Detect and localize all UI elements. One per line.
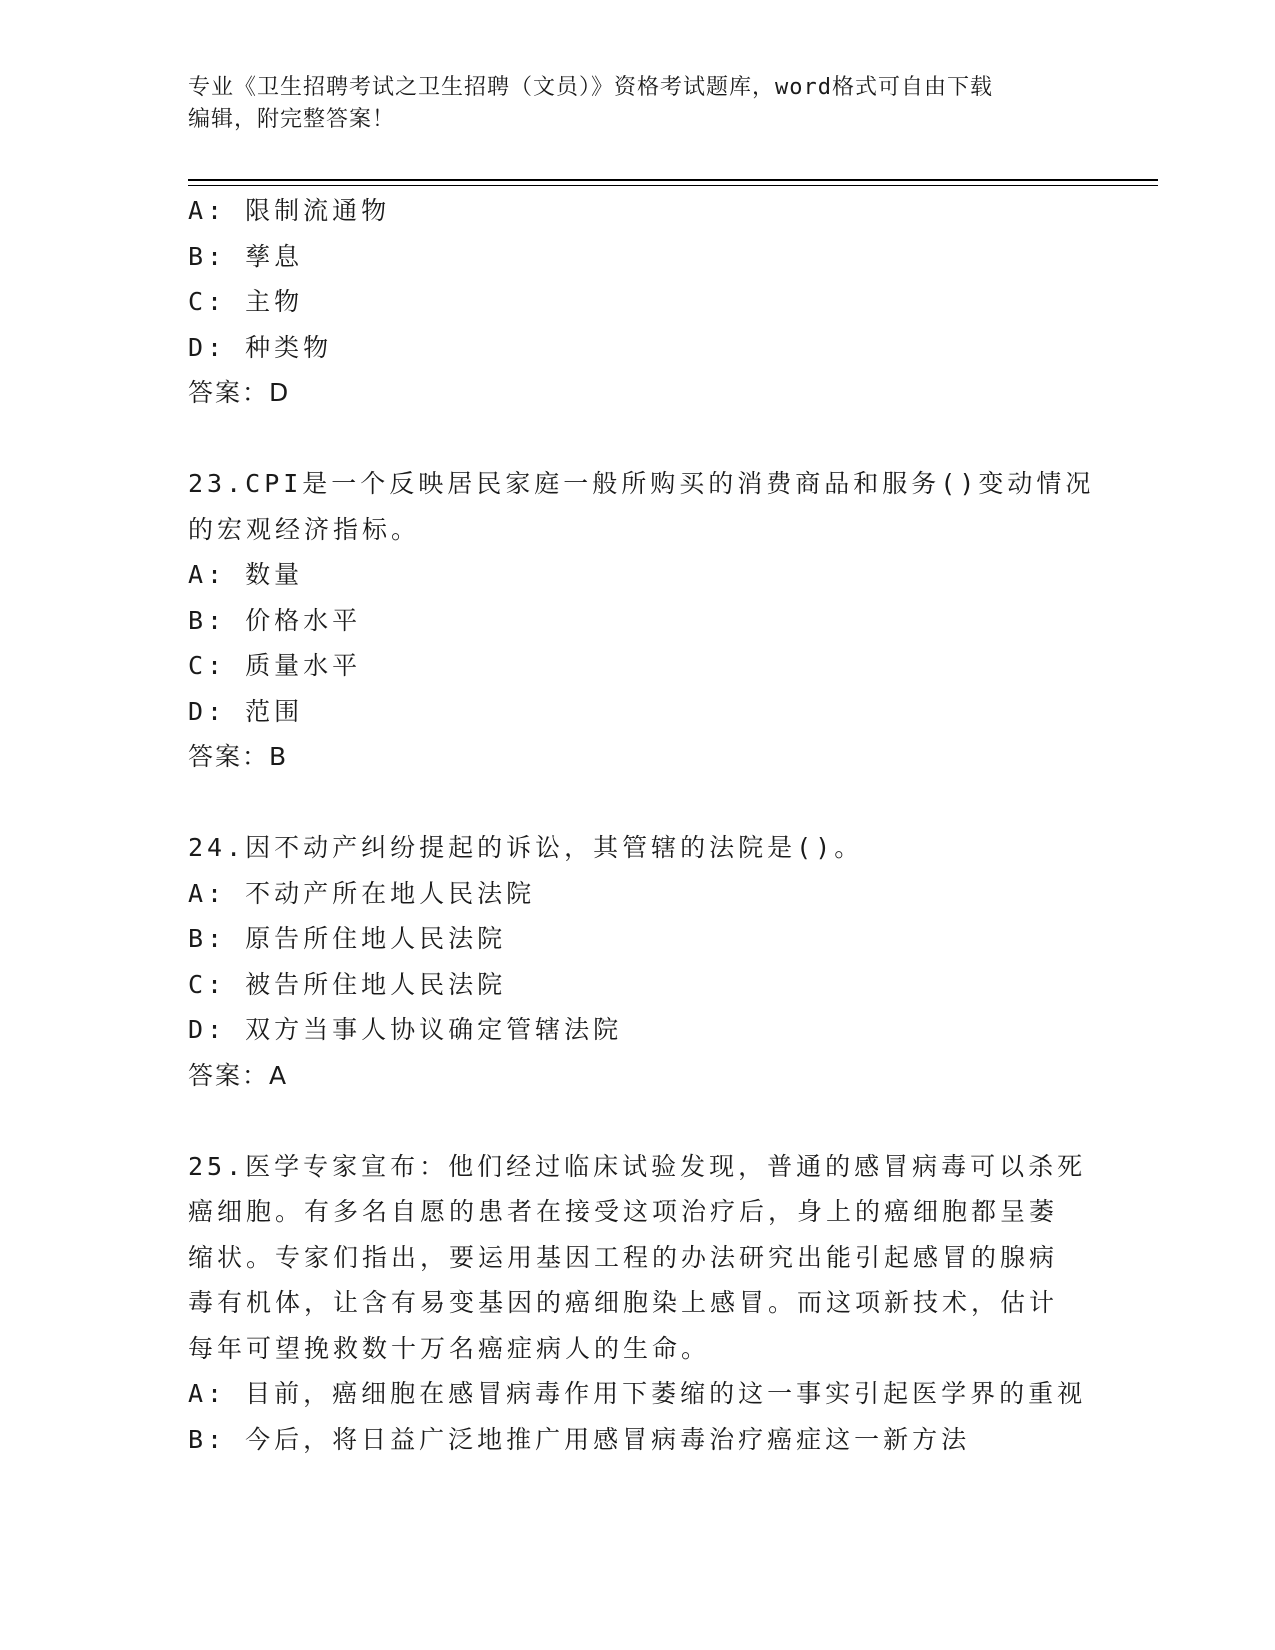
option-letter: B: xyxy=(188,605,227,635)
option-text: 数量 xyxy=(245,560,304,589)
question-stem-line: 癌细胞。有多名自愿的患者在接受这项治疗后，身上的癌细胞都呈萎 xyxy=(188,1197,1059,1226)
option-text: 目前，癌细胞在感冒病毒作用下萎缩的这一事实引起医学界的重视 xyxy=(245,1379,1087,1408)
option-letter: A: xyxy=(188,560,227,589)
spacer xyxy=(188,780,1088,826)
question-stem-line: 缩状。专家们指出，要运用基因工程的办法研究出能引起感冒的腺病 xyxy=(188,1242,1059,1272)
option-b xyxy=(188,234,1088,280)
option-c xyxy=(188,962,1088,1008)
option-a xyxy=(188,1371,1088,1417)
header-line-1: 专业《卫生招聘考试之卫生招聘（文员）》资格考试题库，word格式可自由下载 xyxy=(188,75,993,100)
header-divider-thin xyxy=(188,185,1158,186)
option-letter: C: xyxy=(188,969,227,999)
question-stem-line: 23.CPI是一个反映居民家庭一般所购买的消费商品和服务()变动情况 xyxy=(188,469,1095,498)
option-text: 质量水平 xyxy=(245,651,362,680)
option-letter: D: xyxy=(188,332,227,362)
answer: 答案：B xyxy=(188,742,289,771)
answer: 答案：A xyxy=(188,1060,289,1090)
option-d xyxy=(188,689,1088,735)
option-d xyxy=(188,1007,1088,1053)
question-stem-line: 毒有机体，让含有易变基因的癌细胞染上感冒。而这项新技术，估计 xyxy=(188,1288,1059,1317)
option-text: 孳息 xyxy=(245,241,304,271)
option-letter: A: xyxy=(188,878,227,908)
option-c xyxy=(188,279,1088,325)
option-text: 原告所住地人民法院 xyxy=(245,924,507,953)
option-text: 范围 xyxy=(245,696,304,726)
question-22 xyxy=(188,188,1088,416)
option-text: 今后，将日益广泛地推广用感冒病毒治疗癌症这一新方法 xyxy=(245,1424,971,1454)
option-b xyxy=(188,916,1088,962)
option-letter: B: xyxy=(188,924,227,953)
document-body xyxy=(188,188,1095,1462)
option-letter: D: xyxy=(188,696,227,726)
option-letter: C: xyxy=(188,651,227,680)
option-text: 双方当事人协议确定管辖法院 xyxy=(245,1015,623,1044)
spacer xyxy=(188,416,1088,462)
spacer xyxy=(188,1098,1088,1144)
option-letter: C: xyxy=(188,287,227,316)
header-line-2: 编辑，附完整答案！ xyxy=(188,107,396,132)
option-text: 种类物 xyxy=(245,332,333,362)
option-a xyxy=(188,552,1088,598)
question-stem-line: 每年可望挽救数十万名癌症病人的生命。 xyxy=(188,1333,711,1363)
document-header xyxy=(188,72,1068,136)
header-divider xyxy=(188,179,1158,181)
option-text: 被告所住地人民法院 xyxy=(245,969,507,999)
option-c xyxy=(188,643,1088,689)
option-text: 限制流通物 xyxy=(245,196,391,225)
question-23 xyxy=(188,461,1095,780)
question-24 xyxy=(188,825,1088,1098)
option-letter: D: xyxy=(188,1015,227,1044)
option-d xyxy=(188,325,1088,371)
option-text: 价格水平 xyxy=(245,605,362,635)
option-a xyxy=(188,871,1088,917)
option-b xyxy=(188,1417,1088,1463)
question-25 xyxy=(188,1144,1088,1463)
option-letter: A: xyxy=(188,1379,227,1408)
question-stem-line: 24.因不动产纠纷提起的诉讼，其管辖的法院是()。 xyxy=(188,833,864,862)
option-letter: B: xyxy=(188,241,227,271)
option-letter: B: xyxy=(188,1424,227,1454)
option-letter: A: xyxy=(188,196,227,225)
option-a xyxy=(188,188,1088,234)
question-stem-line: 25.医学专家宣布：他们经过临床试验发现，普通的感冒病毒可以杀死 xyxy=(188,1151,1087,1181)
answer: 答案：D xyxy=(188,378,291,407)
option-text: 主物 xyxy=(245,287,304,316)
question-stem-line: 的宏观经济指标。 xyxy=(188,514,421,544)
option-text: 不动产所在地人民法院 xyxy=(245,878,536,908)
option-b xyxy=(188,598,1088,644)
